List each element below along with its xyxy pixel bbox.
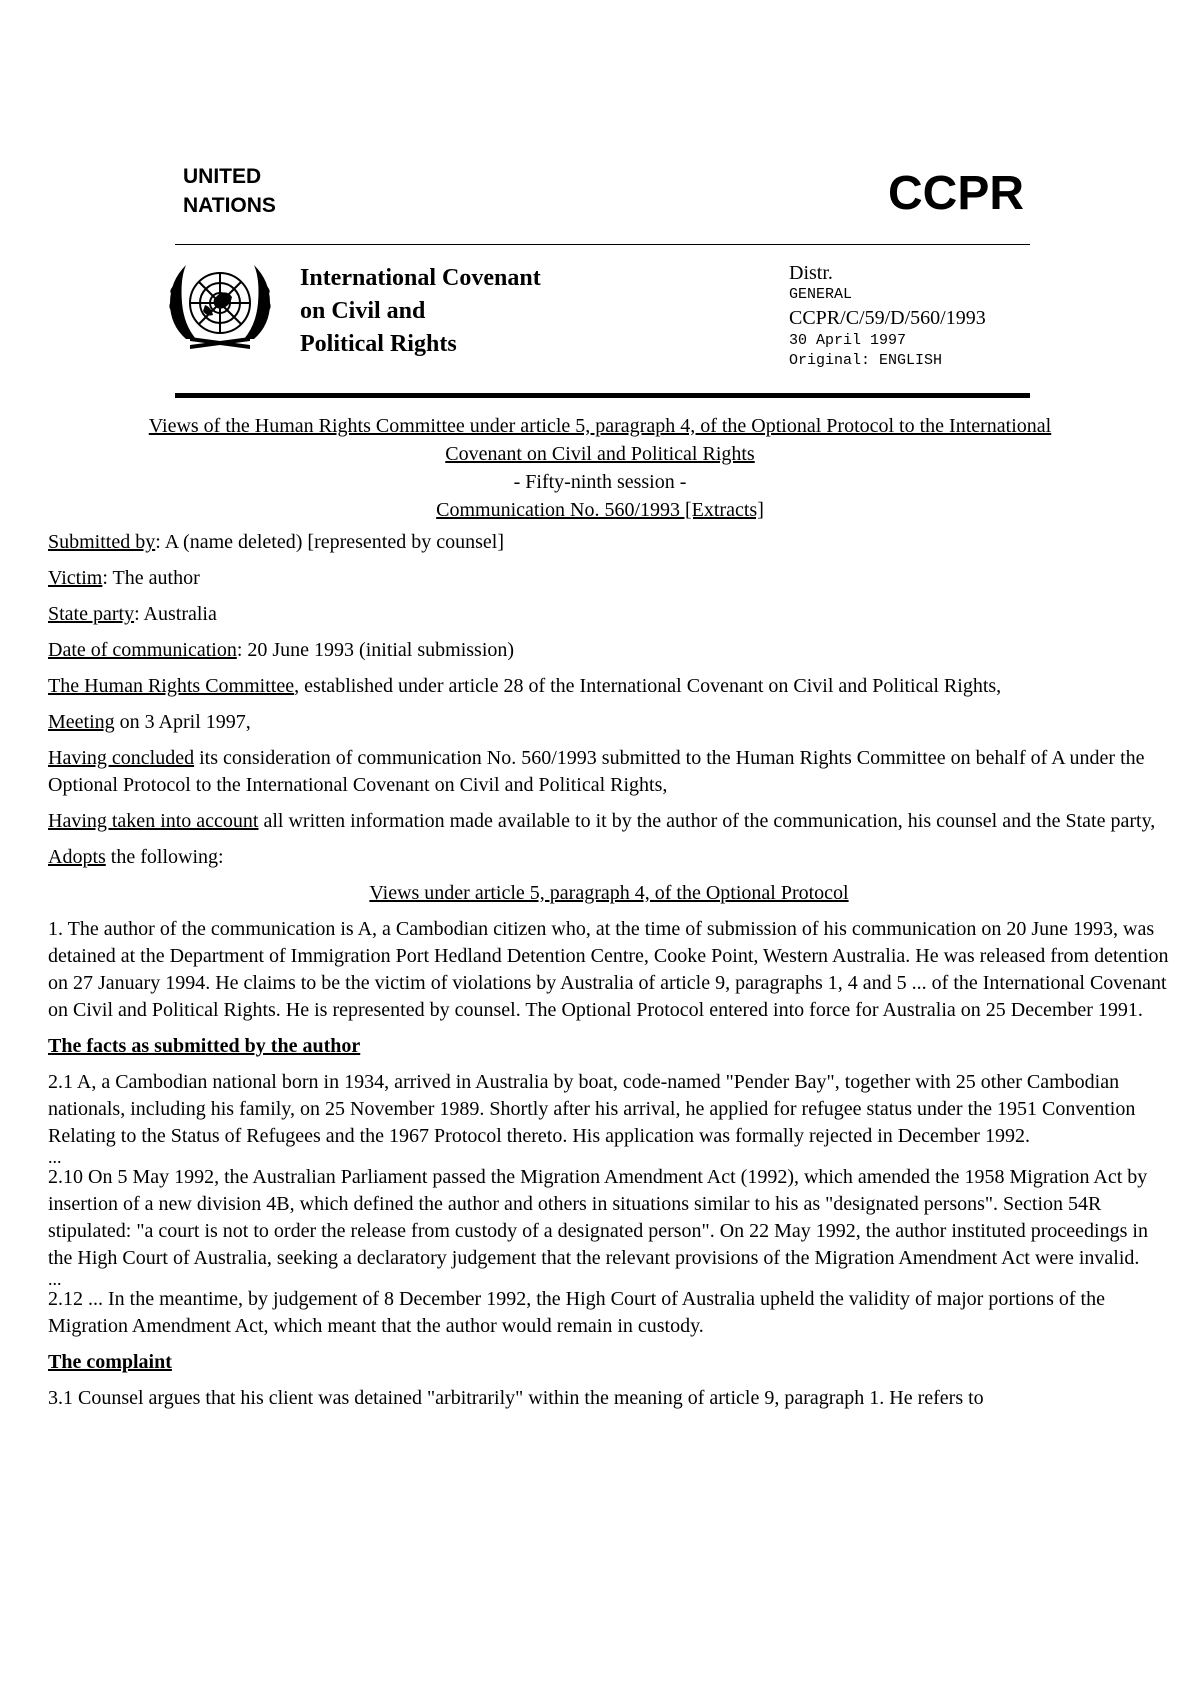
preamble-concluded: [48, 745, 1170, 799]
victim: [48, 565, 1170, 592]
date-value: : 20 June 1993 (initial submission): [236, 639, 515, 661]
submitted-by-value: : A (name deleted) [represented by counsel]: [155, 531, 504, 553]
document-body: [48, 529, 1170, 1421]
covenant-title: [300, 262, 541, 361]
victim-value: : The author: [102, 567, 200, 589]
covenant-title-line-1: International Covenant: [300, 265, 541, 291]
paragraph-3-1: 3.1 Counsel argues that his client was detained "arbitrarily" within the meaning of article 9, paragraph 1. He refers to: [48, 1387, 984, 1409]
complaint-heading: The complaint: [48, 1351, 172, 1373]
meeting-label: Meeting: [48, 711, 115, 733]
title-line-2: Covenant on Civil and Political Rights: [445, 443, 755, 465]
distr-label: Distr.: [789, 262, 833, 284]
submitted-by: [48, 529, 1170, 556]
account-label: Having taken into account: [48, 810, 259, 832]
concluded-text: its consideration of communication No. 560/1993 submitted to the Human Rights Committee on behalf of A under the Optional Protocol to the International Covenant on Civil and Political Rights,: [48, 747, 1145, 796]
document-code: CCPR: [888, 167, 1025, 220]
distribution-block: [789, 261, 986, 371]
committee-label: The Human Rights Committee: [48, 675, 295, 697]
state-party: [48, 601, 1170, 628]
adopts-label: Adopts: [48, 846, 106, 868]
state-party-label: State party: [48, 603, 135, 625]
concluded-label: Having concluded: [48, 747, 195, 769]
document-date: 30 April 1997: [789, 332, 907, 349]
views-heading-text: Views under article 5, paragraph 4, of the Optional Protocol: [369, 882, 849, 904]
account-text: all written information made available to it by the author of the communication, his counsel and the State party,: [258, 810, 1156, 832]
preamble-meeting: [48, 709, 1170, 736]
distr-value: GENERAL: [789, 286, 853, 303]
document-title: [40, 412, 1160, 524]
covenant-title-line-2: on Civil and: [300, 298, 426, 324]
paragraph-2-1: 2.1 A, a Cambodian national born in 1934, arrived in Australia by boat, code-named "Pender Bay", together with 25 other Cambodian nationals, including his family, on 25 November 1989. Shortly after his arrival, he applied for refugee status under the 1951 Convention Relating to the Status of Refugees and the 1967 Protocol thereto. His application was formally rejected in December 1992.: [48, 1071, 1136, 1147]
session-line: - Fifty-ninth session -: [513, 471, 687, 493]
victim-label: Victim: [48, 567, 103, 589]
org-line-1: UNITED: [183, 165, 262, 188]
org-line-2: NATIONS: [183, 194, 276, 217]
title-divider: [175, 393, 1030, 398]
ellipsis: ...: [48, 1147, 62, 1167]
submitted-by-label: Submitted by: [48, 531, 156, 553]
meeting-text: on 3 April 1997,: [114, 711, 251, 733]
title-line-1: Views of the Human Rights Committee under article 5, paragraph 4, of the Optional Protocol to the International: [148, 415, 1052, 437]
ellipsis: ...: [48, 1269, 62, 1289]
paragraph-2-12: 2.12 ... In the meantime, by judgement of 8 December 1992, the High Court of Australia upheld the validity of major portions of the Migration Amendment Act, which meant that the author would remain in custody.: [48, 1288, 1105, 1337]
covenant-title-line-3: Political Rights: [300, 331, 457, 357]
preamble-account: [48, 808, 1170, 835]
facts-heading: The facts as submitted by the author: [48, 1035, 361, 1057]
paragraph-1: 1. The author of the communication is A, a Cambodian citizen who, at the time of submission of his communication on 20 June 1993, was detained at the Department of Immigration Port Hedland Detention Centre, Cooke Point, Western Australia. He was released from detention on 27 January 1994. He claims to be the victim of violations by Australia of article 9, paragraphs 1, 4 and 5 ... of the International Covenant on Civil and Political Rights. He is represented by counsel. The Optional Protocol entered into force for Australia on 25 December 1991.: [48, 918, 1169, 1021]
views-heading: [48, 880, 1170, 907]
original-language: Original: ENGLISH: [789, 352, 943, 369]
communication-number: Communication No. 560/1993 [Extracts]: [436, 499, 764, 521]
organization-name: [183, 162, 276, 220]
header-divider: [175, 244, 1030, 245]
paragraph-2-10: 2.10 On 5 May 1992, the Australian Parliament passed the Migration Amendment Act (1992), which amended the 1958 Migration Act by insertion of a new division 4B, which defined the author and others in situations similar to his as "designated persons". Section 54R stipulated: "a court is not to order the release from custody of a designated person". On 22 May 1992, the author instituted proceedings in the High Court of Australia, seeking a declaratory judgement that the relevant provisions of the Migration Amendment Act were invalid.: [48, 1166, 1148, 1269]
date-of-communication: [48, 637, 1170, 664]
document-symbol: CCPR/C/59/D/560/1993: [789, 307, 986, 329]
preamble-committee: [48, 673, 1170, 700]
committee-text: , established under article 28 of the International Covenant on Civil and Political Rights,: [294, 675, 1002, 697]
preamble-adopts: [48, 844, 1170, 871]
date-label: Date of communication: [48, 639, 237, 661]
state-party-value: : Australia: [134, 603, 217, 625]
adopts-text: the following:: [105, 846, 224, 868]
un-emblem-icon: [160, 253, 280, 363]
